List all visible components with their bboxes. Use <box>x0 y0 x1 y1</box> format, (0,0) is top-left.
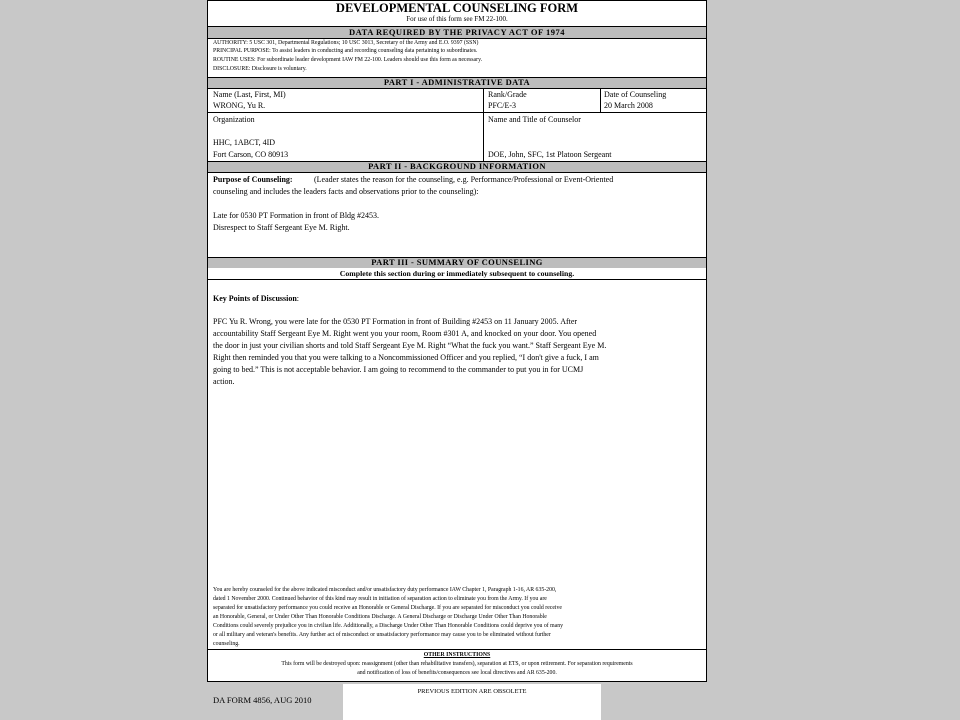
rank-value[interactable]: PFC/E-3 <box>488 101 517 110</box>
privacy-header: DATA REQUIRED BY THE PRIVACY ACT OF 1974 <box>349 27 565 37</box>
discussion-line: action. <box>213 377 235 386</box>
organization-line-1[interactable]: HHC, 1ABCT, 4ID <box>213 138 276 147</box>
discussion-line: Right then reminded you that you were talking to a Noncommissioned Officer and you replied, “I don't give a fuck, I am <box>213 353 599 362</box>
part1-header: PART I - ADMINISTRATIVE DATA <box>383 77 531 87</box>
notice-line: You are hereby counseled for the above indicated misconduct and/or unsatisfactory duty performance IAW Chapter 1, Paragraph 1-16, AR 635-200, <box>213 587 557 593</box>
discussion-line: PFC Yu R. Wrong, you were late for the 0530 PT Formation in front of Building #2453 on 11 January 2005. After <box>213 317 578 326</box>
organization-label: Organization <box>213 115 255 124</box>
rank-label: Rank/Grade <box>488 90 527 99</box>
notice-line: dated 1 November 2000. Continued behavior of this kind may result in initiation of separation action to eliminate you from the Army. If you are <box>213 596 547 602</box>
disclosure-line: DISCLOSURE: Disclosure is voluntary. <box>213 66 307 72</box>
routine-uses-line: ROUTINE USES: For subordinate leader development IAW FM 22-100. Leaders should use this form as necessary. <box>213 57 483 63</box>
part3-subheader: Complete this section during or immediately subsequent to counseling. <box>339 269 575 278</box>
notice-line: counseling. <box>213 641 240 647</box>
counselor-label: Name and Title of Counselor <box>488 115 581 124</box>
background-fact-1[interactable]: Late for 0530 PT Formation in front of Bldg #2453. <box>213 211 380 220</box>
name-label: Name (Last, First, MI) <box>213 90 286 99</box>
background-fact-2[interactable]: Disrespect to Staff Sergeant Eye M. Right. <box>213 223 350 232</box>
other-instructions-line-1: This form will be destroyed upon: reassignment (other than rehabilitative transfers), separation at ETS, or upon retirement. For separation requirements <box>281 661 633 667</box>
key-points-label <box>213 293 299 304</box>
date-value[interactable]: 20 March 2008 <box>604 101 653 110</box>
notice-line: separated for unsatisfactory performance you could receive an Honorable or General Discharge. If you are separated for misconduct you could receive <box>213 605 563 611</box>
key-points-colon: : <box>296 294 300 303</box>
purpose-label: Purpose of Counseling: <box>213 175 293 184</box>
date-label: Date of Counseling <box>604 90 667 99</box>
name-value[interactable]: WRONG, Yu R. <box>213 101 266 110</box>
notice-line: Conditions could severely prejudice you in civilian life. Additionally, a Discharge Under Other Than Honorable Conditions could deprive you of many <box>213 623 564 629</box>
discussion-line: going to bed.” This is not acceptable behavior. I am going to recommend to the commander to put you in for UCMJ <box>213 365 584 374</box>
discussion-line: the door in just your civilian shorts and told Staff Sergeant Eye M. Right “What the fuck you want.” Staff Sergeant Eye M. <box>213 341 607 350</box>
form-title: DEVELOPMENTAL COUNSELING FORM <box>335 1 579 15</box>
key-points-label-text: Key Points of Discussion <box>213 294 297 303</box>
notice-line: or all military and veteran's benefits. Any further act of misconduct or unsatisfactory performance may cause you to be eliminated without further <box>213 632 551 638</box>
form-number: DA FORM 4856, AUG 2010 <box>213 695 312 705</box>
discussion-line: accountability Staff Sergeant Eye M. Right went you your room, Room #301 A, and knocked on your door. You opened <box>213 329 597 338</box>
other-instructions-header: OTHER INSTRUCTIONS <box>423 652 491 658</box>
other-instructions-line-2: and notification of loss of benefits/consequences see local directives and AR 635-200. <box>357 670 557 676</box>
principal-purpose-line: PRINCIPAL PURPOSE: To assist leaders in conducting and recording counseling data pertaining to subordinates. <box>213 48 478 54</box>
form-proponent: For use of this form see FM 22-100. <box>406 15 508 23</box>
organization-line-2[interactable]: Fort Carson, CO 80913 <box>213 150 289 159</box>
notice-line: an Honorable, General, or Under Other Than Honorable Conditions Discharge. A General Discharge or Discharge Under Other Than Honorable <box>213 614 547 620</box>
purpose-instructions-2: counseling and includes the leaders facts and observations prior to the counseling): <box>213 187 479 196</box>
part2-header: PART II - BACKGROUND INFORMATION <box>368 161 546 171</box>
purpose-instructions-1: (Leader states the reason for the counseling, e.g. Performance/Professional or Event-Oriented <box>314 175 614 184</box>
part3-header: PART III - SUMMARY OF COUNSELING <box>371 257 543 267</box>
counselor-value[interactable]: DOE, John, SFC, 1st Platoon Sergeant <box>488 150 612 159</box>
authority-line: AUTHORITY: 5 USC 301, Departmental Regulations; 10 USC 3013, Secretary of the Army and E.O. 9397 (SSN) <box>213 40 479 46</box>
obsolete-note: PREVIOUS EDITION ARE OBSOLETE <box>417 688 527 695</box>
